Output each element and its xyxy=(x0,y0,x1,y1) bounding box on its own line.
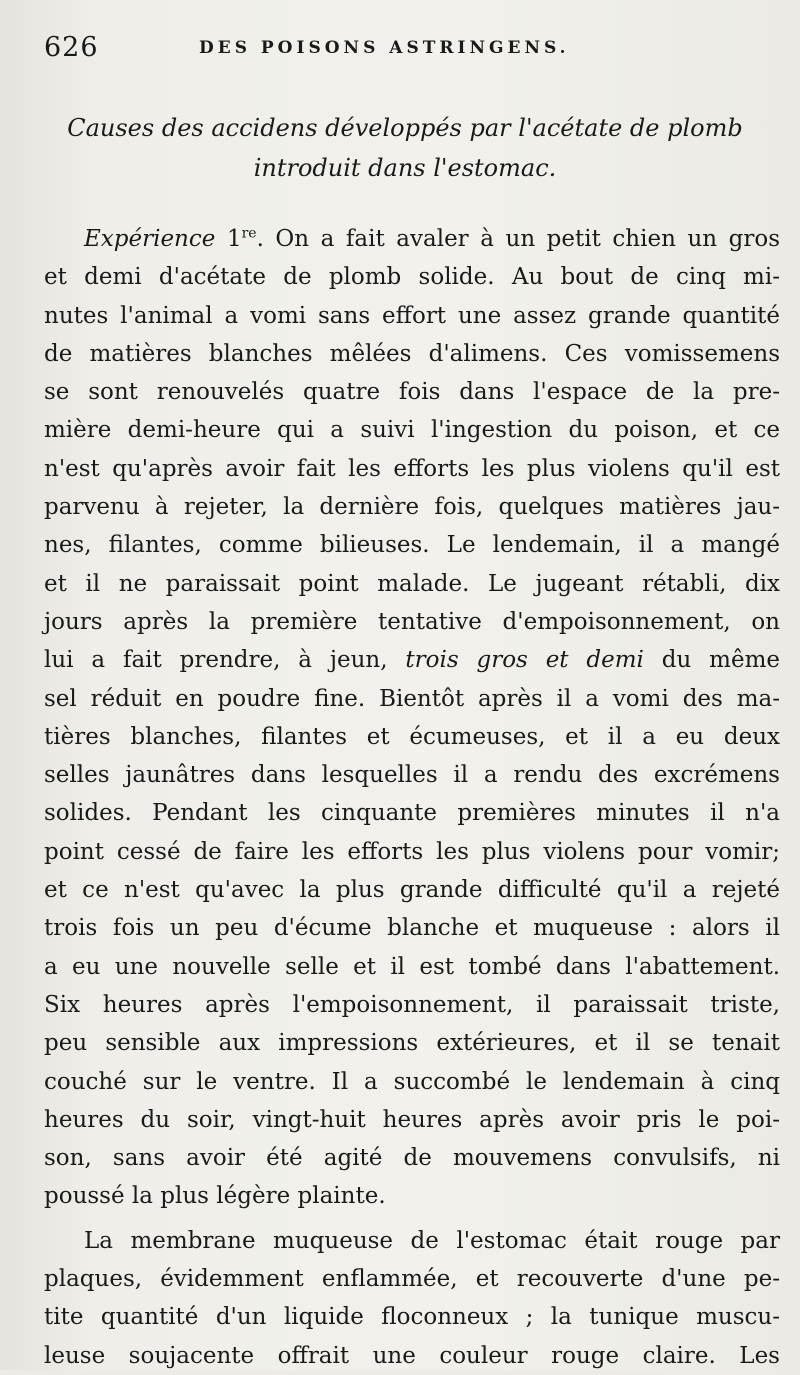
paragraph-last-line: poussé la plus légère plainte. xyxy=(44,1183,386,1210)
body-text xyxy=(44,220,780,1375)
text-line: Six heures après l'empoisonnement, il paraissait triste, xyxy=(44,991,780,1018)
italic-dose-phrase: trois gros et demi xyxy=(405,647,644,674)
running-head xyxy=(44,32,760,72)
text-line: solides. Pendant les cinquante premières minutes il n'a xyxy=(44,800,780,827)
text-line: nes, filantes, comme bilieuses. Le lendemain, il a mangé xyxy=(44,532,780,559)
text-line: a eu une nouvelle selle et il est tombé dans l'abattement. xyxy=(44,953,780,980)
section-title xyxy=(40,108,770,188)
text-line: de matières blanches mêlées d'alimens. Ces vomissemens xyxy=(44,340,780,367)
section-title-line-2: introduit dans l'estomac. xyxy=(253,154,557,182)
text-line: peu sensible aux impressions extérieures, et il se tenait xyxy=(44,1030,780,1057)
text-line: son, sans avoir été agité de mouvemens convulsifs, ni xyxy=(44,1145,780,1172)
text-line: et ce n'est qu'avec la plus grande difficulté qu'il a rejeté xyxy=(44,877,780,904)
text-line-with-italic xyxy=(44,641,780,679)
text-line: se sont renouvelés quatre fois dans l'espace de la pre- xyxy=(44,379,780,406)
text-line: mière demi-heure qui a suivi l'ingestion du poison, et ce xyxy=(44,417,780,444)
text-line: parvenu à rejeter, la dernière fois, quelques matières jau- xyxy=(44,494,780,521)
page-number: 626 xyxy=(44,32,99,63)
text-line: leuse soujacente offrait une couleur rouge claire. Les xyxy=(44,1342,780,1369)
text-line: sel réduit en poudre fine. Bientôt après il a vomi des ma- xyxy=(44,685,780,712)
experience-number-suffix: re xyxy=(241,225,257,242)
text-line: La membrane muqueuse de l'estomac était rouge par xyxy=(84,1227,780,1254)
section-title-line-1: Causes des accidens développés par l'acétate de plomb xyxy=(67,114,743,142)
experience-line-1-text: . On a fait avaler à un petit chien un gros xyxy=(256,226,780,252)
experience-number: 1 xyxy=(226,226,242,252)
text-line: heures du soir, vingt-huit heures après avoir pris le poi- xyxy=(44,1106,780,1133)
text-line: point cessé de faire les efforts les plus violens pour vomir; xyxy=(44,838,780,865)
experience-first-line xyxy=(44,220,780,258)
text-line: et il ne paraissait point malade. Le jugeant rétabli, dix xyxy=(44,570,780,597)
text-line: plaques, évidemment enflammée, et recouverte d'une pe- xyxy=(44,1266,780,1293)
experience-label: Expérience xyxy=(84,226,216,252)
text-segment: lui a fait prendre, à jeun, xyxy=(44,647,406,674)
text-line: n'est qu'après avoir fait les efforts les plus violens qu'il est xyxy=(44,455,780,482)
text-line: couché sur le ventre. Il a succombé le lendemain à cinq xyxy=(44,1068,780,1095)
text-line: tite quantité d'un liquide floconneux ; la tunique muscu- xyxy=(44,1304,780,1331)
text-segment: du même xyxy=(643,647,780,674)
running-title: DES POISONS ASTRINGENS. xyxy=(199,38,570,58)
text-line: trois fois un peu d'écume blanche et muqueuse : alors il xyxy=(44,915,780,942)
text-line: jours après la première tentative d'empoisonnement, on xyxy=(44,608,780,635)
text-line: et demi d'acétate de plomb solide. Au bout de cinq mi- xyxy=(44,264,780,291)
text-line: selles jaunâtres dans lesquelles il a rendu des excrémens xyxy=(44,762,780,789)
text-line: nutes l'animal a vomi sans effort une assez grande quantité xyxy=(44,302,780,329)
text-line: tières blanches, filantes et écumeuses, et il a eu deux xyxy=(44,723,780,750)
